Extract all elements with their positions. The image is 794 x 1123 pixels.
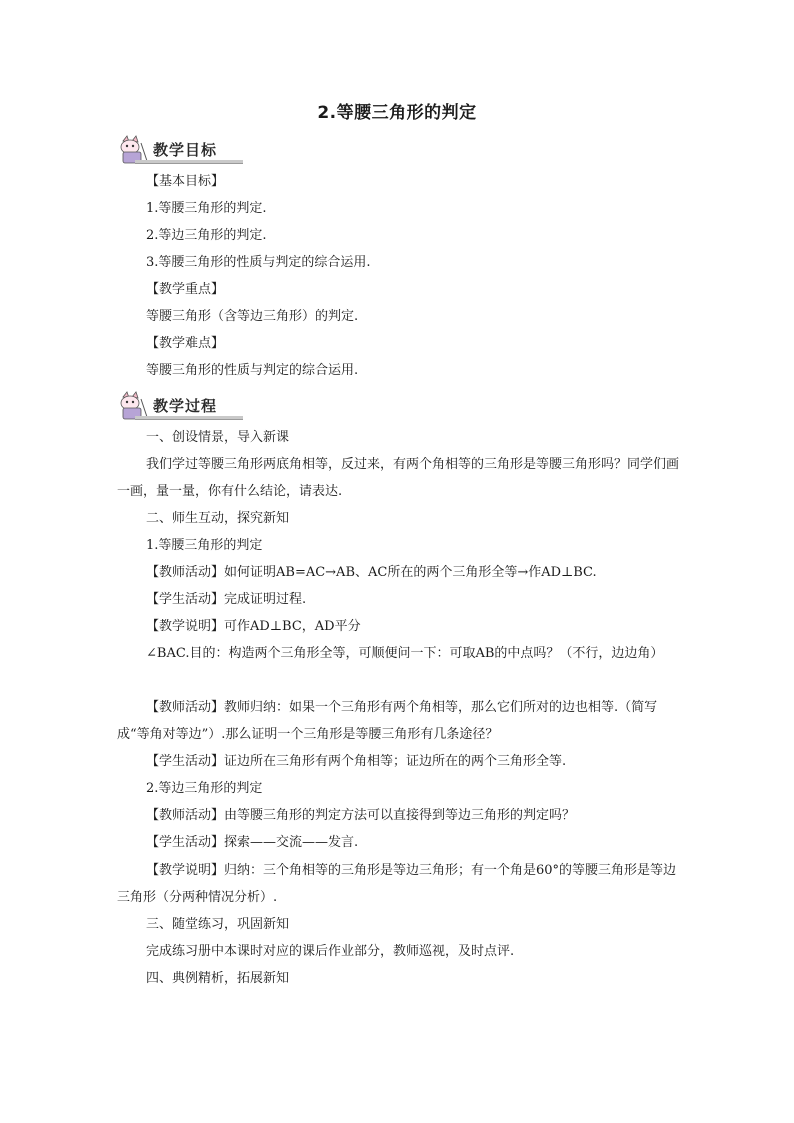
key-point-heading: 【教学重点】 [146,282,225,297]
student-activity-3: 【学生活动】探索——交流——发言. [146,835,359,850]
page-title: 2.等腰三角形的判定 [317,103,477,123]
teacher-activity-2: 【教师活动】教师归纳：如果一个三角形有两个角相等，那么它们所对的边也相等.（简写成“等角对等边”）.那么证明一个三角形是等腰三角形有几条途径？ [117,700,658,742]
step3-text: 完成练习册中本课时对应的课后作业部分，教师巡视，及时点评. [146,944,515,959]
section-header-goals [117,135,242,165]
sub1-heading: 1.等腰三角形的判定 [146,538,263,553]
basic-goals-heading: 【基本目标】 [146,174,225,189]
basic-goal-item: 1.等腰三角形的判定. [146,201,267,216]
step1-text: 我们学过等腰三角形两底角相等，反过来，有两个角相等的三角形是等腰三角形吗？同学们画一画，量一量，你有什么结论，请表达. [117,457,680,499]
teaching-note-1a: 【教学说明】可作AD⊥BC，AD平分 [146,619,361,634]
key-point-text: 等腰三角形（含等边三角形）的判定. [146,309,359,324]
section-label: 教学目标 [153,141,218,159]
teacher-activity-3: 【教师活动】由等腰三角形的判定方法可以直接得到等边三角形的判定吗？ [146,808,576,823]
difficult-point-text: 等腰三角形的性质与判定的综合运用. [146,363,359,378]
step4-heading: 四、典例精析，拓展新知 [146,971,290,986]
difficult-point-heading: 【教学难点】 [146,336,225,351]
teaching-note-3: 【教学说明】归纳：三个角相等的三角形是等边三角形；有一个角是60°的等腰三角形是等边三角形（分两种情况分析）. [117,863,677,905]
section-header-process [117,391,242,421]
sub2-heading: 2.等边三角形的判定 [146,781,263,796]
basic-goal-item: 2.等边三角形的判定. [146,228,267,243]
teacher-activity-1: 【教师活动】如何证明AB=AC→AB、AC所在的两个三角形全等→作AD⊥BC. [146,565,597,580]
step1-heading: 一、创设情景，导入新课 [146,430,290,445]
teaching-note-1b: ∠BAC.目的：构造两个三角形全等，可顺便问一下：可取AB的中点吗？（不行，边边角） [146,646,664,661]
section-label: 教学过程 [153,397,218,415]
step2-heading: 二、师生互动，探究新知 [146,511,290,526]
student-activity-1: 【学生活动】完成证明过程. [146,592,307,607]
basic-goal-item: 3.等腰三角形的性质与判定的综合运用. [146,255,371,270]
student-activity-2: 【学生活动】证边所在三角形有两个角相等；证边所在的两个三角形全等. [146,754,567,769]
step3-heading: 三、随堂练习，巩固新知 [146,917,290,932]
section-underline [135,416,243,420]
section-underline [135,160,243,164]
